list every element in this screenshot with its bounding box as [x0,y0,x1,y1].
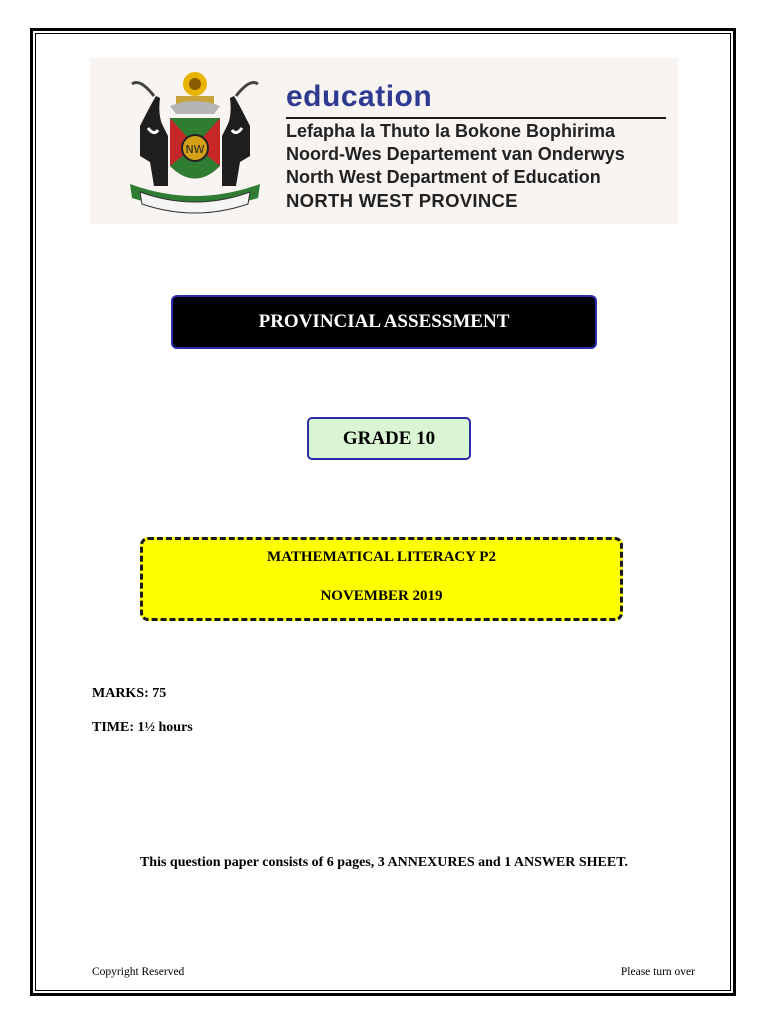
coat-of-arms-icon [110,66,280,216]
assessment-title-box [171,295,597,349]
title-divider [286,117,666,119]
marks-info: MARKS: 75 [92,686,167,701]
province-name: NORTH WEST PROVINCE [286,190,518,211]
dept-name-english: North West Department of Education [286,167,601,187]
education-title: education [286,80,433,113]
grade-box [307,417,471,460]
assessment-title: PROVINCIAL ASSESSMENT [258,311,510,332]
turn-over-footer: Please turn over [620,966,695,978]
dept-name-afrikaans: Noord-Wes Departement van Onderwys [286,144,625,164]
grade-label: GRADE 10 [342,427,436,449]
subject-box [140,537,623,621]
copyright-footer: Copyright Reserved [92,966,185,978]
time-info: TIME: 1½ hours [92,720,193,735]
dept-name-setswana: Lefapha la Thuto la Bokone Bophirima [286,121,616,141]
department-header [90,58,678,224]
svg-text:NW: NW [185,143,205,156]
paper-contents-note: This question paper consists of 6 pages, 3 ANNEXURES and 1 ANSWER SHEET. [139,855,629,870]
subject-name: MATHEMATICAL LITERACY P2 [267,549,496,565]
exam-date: NOVEMBER 2019 [320,588,443,604]
